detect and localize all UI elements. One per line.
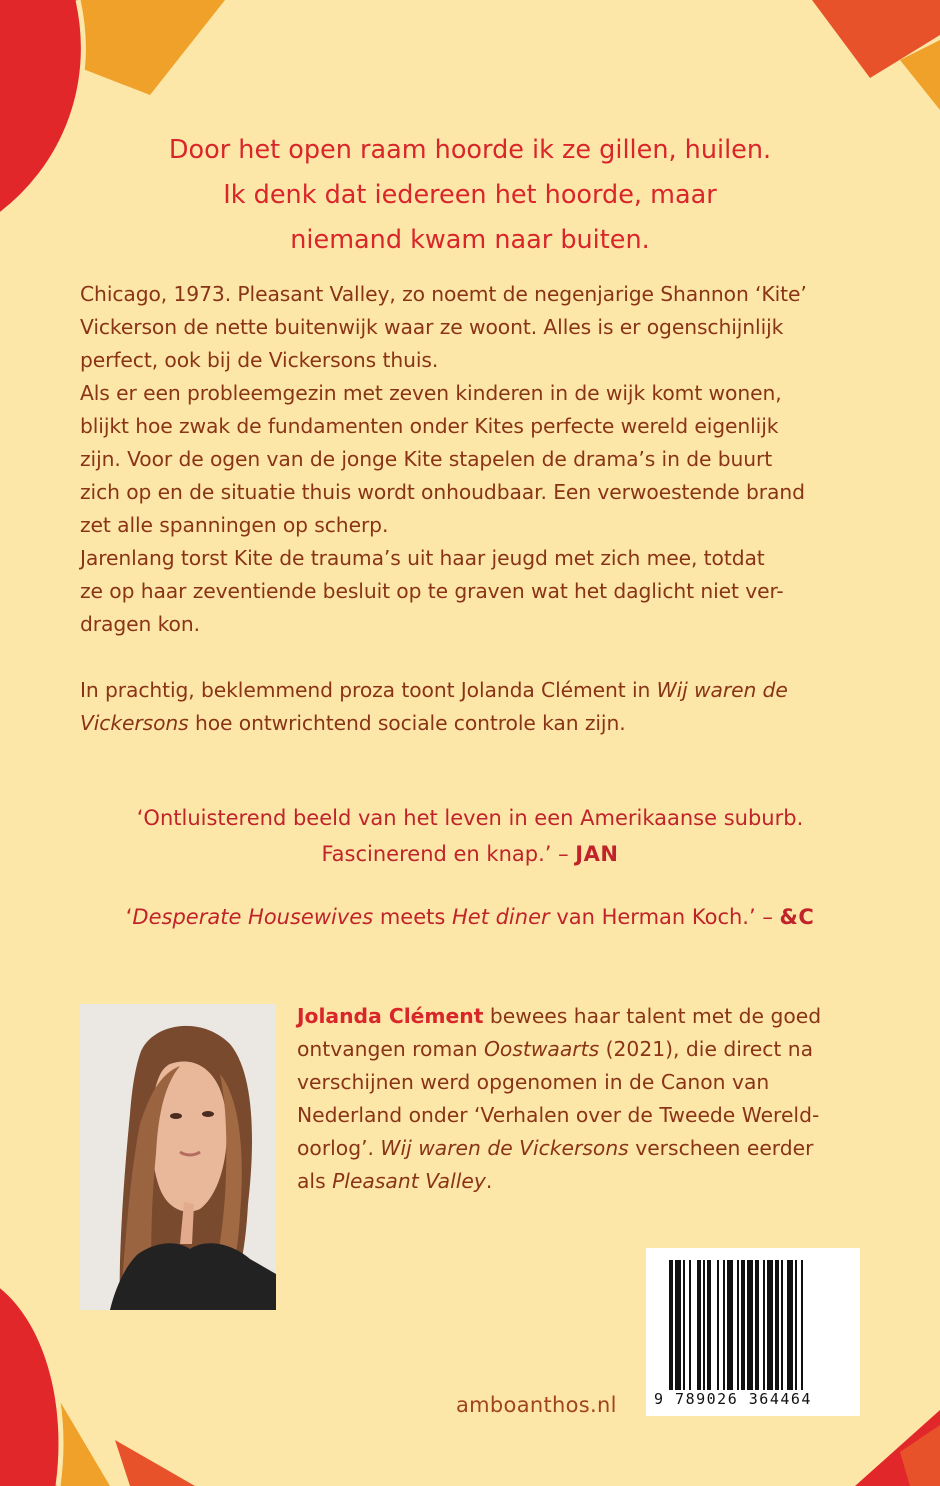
review-quote-text: Fascinerend en knap.’ (321, 842, 559, 866)
bio-line (297, 1169, 492, 1193)
bio-title-italic: Pleasant Valley (332, 1169, 486, 1193)
bio-line (297, 1004, 821, 1028)
deco-red-circle-bottom-left (0, 1285, 61, 1486)
blurb-line: Vickerson de nette buitenwijk waar ze woont. Alles is er ogenschijnlijk (80, 315, 784, 339)
blurb-closing-line (80, 711, 626, 735)
review-title-italic: Het diner (451, 905, 550, 929)
author-bio (297, 1000, 877, 1198)
bio-line (297, 1037, 813, 1061)
barcode-bar (683, 1260, 685, 1390)
bio-line: Nederland onder ‘Verhalen over de Tweede Wereld- (297, 1103, 820, 1127)
tagline-line: niemand kwam naar buiten. (290, 225, 650, 255)
blurb-line: dragen kon. (80, 612, 200, 636)
blurb-line: perfect, ook bij de Vickersons thuis. (80, 348, 439, 372)
barcode-bar (723, 1260, 725, 1390)
bio-text: (2021), die direct na (599, 1037, 814, 1061)
barcode-bar (747, 1260, 753, 1390)
blurb-closing-line (80, 678, 788, 702)
review-title-italic: Desperate Housewives (132, 905, 374, 929)
blurb-closing-paragraph (80, 674, 870, 740)
review-source: JAN (575, 842, 619, 866)
publisher-website[interactable]: amboanthos.nl (456, 1393, 617, 1417)
book-title-italic: Wij waren de (656, 678, 788, 702)
blurb-closing-text: In prachtig, beklemmend proza toont Jolanda Clément in (80, 678, 657, 702)
review-dash: – (558, 842, 576, 866)
author-photo (80, 1004, 276, 1310)
barcode-bar (801, 1260, 803, 1390)
review-quote-text: van Herman Koch.’ (549, 905, 763, 929)
author-portrait-illustration (80, 1004, 276, 1310)
tagline-line: Ik denk dat iedereen het hoorde, maar (223, 180, 717, 210)
barcode-bar (775, 1260, 779, 1390)
barcode-bar (795, 1260, 797, 1390)
blurb-paragraph (80, 542, 870, 641)
bio-text: . (485, 1169, 493, 1193)
bio-line (297, 1136, 813, 1160)
barcode-bar (787, 1260, 793, 1390)
bio-text: ontvangen roman (297, 1037, 484, 1061)
blurb-line: Jarenlang torst Kite de trauma’s uit haar jeugd met zich mee, totdat (80, 546, 765, 570)
barcode-bar (755, 1260, 759, 1390)
barcode-bar (675, 1260, 681, 1390)
review-quote-text: ‘Ontluisterend beeld van het leven in een Amerikaanse suburb. (136, 806, 804, 830)
barcode-bar (707, 1260, 711, 1390)
bio-title-italic: Oostwaarts (483, 1037, 600, 1061)
barcode-bar (717, 1260, 719, 1390)
isbn-digits: 9 789026 364464 (654, 1390, 812, 1408)
barcode-bar (767, 1260, 773, 1390)
blurb-line: Chicago, 1973. Pleasant Valley, zo noemt de negenjarige Shannon ‘Kite’ (80, 282, 807, 306)
isbn-barcode (646, 1248, 860, 1416)
blurb-paragraph (80, 278, 870, 377)
barcode-bar (727, 1260, 733, 1390)
blurb-line: ze op haar zeventiende besluit op te graven wat het daglicht niet ver- (80, 579, 784, 603)
review-quote-1 (40, 800, 900, 872)
bio-line: verschijnen werd opgenomen in de Canon van (297, 1070, 770, 1094)
blurb-paragraph (80, 377, 870, 542)
blurb-line: zich op en de situatie thuis wordt onhoudbaar. Een verwoestende brand (80, 480, 805, 504)
book-blurb (80, 278, 870, 740)
tagline-line: Door het open raam hoorde ik ze gillen, huilen. (168, 135, 772, 165)
blurb-closing-text: hoe ontwrichtend sociale controle kan zijn. (188, 711, 626, 735)
review-source: &C (779, 905, 815, 929)
blurb-line: Als er een probleemgezin met zeven kinderen in de wijk komt wonen, (80, 381, 782, 405)
bio-text: oorlog’. (297, 1136, 381, 1160)
review-quote-text: meets (373, 905, 452, 929)
barcode-bar (689, 1260, 691, 1390)
barcode-bar (741, 1260, 745, 1390)
blurb-line: zijn. Voor de ogen van de jonge Kite stapelen de drama’s in de buurt (80, 447, 773, 471)
review-quote-text: ‘ (125, 905, 133, 929)
deco-redorange-triangle-bottom-left (115, 1440, 195, 1486)
review-dash: – (762, 905, 780, 929)
barcode-bar (781, 1260, 783, 1390)
barcode-bar (697, 1260, 701, 1390)
book-title-italic: Vickersons (80, 711, 189, 735)
bio-text: als (297, 1169, 333, 1193)
barcode-bar (703, 1260, 705, 1390)
blurb-line: zet alle spanningen op scherp. (80, 513, 389, 537)
bio-title-italic: Wij waren de Vickersons (380, 1136, 629, 1160)
tagline-quote (60, 128, 880, 263)
bio-text: verscheen eerder (628, 1136, 814, 1160)
author-name: Jolanda Clément (297, 1004, 484, 1028)
blurb-line: blijkt hoe zwak de fundamenten onder Kites perfecte wereld eigenlijk (80, 414, 779, 438)
barcode-bar (763, 1260, 765, 1390)
barcode-bar (737, 1260, 739, 1390)
barcode-bars (669, 1260, 837, 1390)
bio-text: bewees haar talent met de goed (483, 1004, 822, 1028)
barcode-bar (669, 1260, 673, 1390)
review-quote-2 (40, 899, 900, 935)
review-quotes (40, 800, 900, 935)
